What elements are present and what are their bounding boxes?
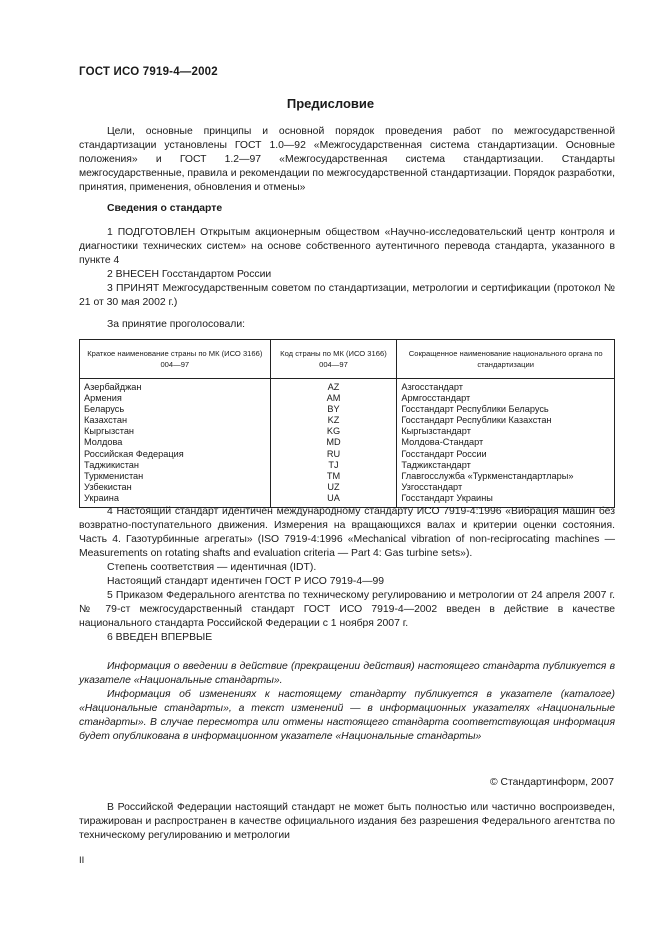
cell-national-body: Госстандарт России xyxy=(397,449,615,460)
cell-national-body: Кыргызстандарт xyxy=(397,426,615,437)
note-2: Информация об изменениях к настоящему стандарту публикуется в указателе (каталоге) «Национальные стандарты», а текст изменений — в информационных указателях «Национальные стандарты». В случае пересмотра или отмены настоящего стандарта соответствующая информация будет опубликована в информационном указателе «Национальные стандарты» xyxy=(79,689,615,742)
table-row xyxy=(80,437,615,448)
page-title: Предисловие xyxy=(286,96,375,111)
countries-table xyxy=(79,339,615,508)
item-2: 2 ВНЕСЕН Госстандартом России xyxy=(107,269,272,280)
header-country-name: Краткое наименование страны по МК (ИСО 3166) 004—97 xyxy=(80,340,271,379)
cell-national-body: Госстандарт Украины xyxy=(397,493,615,508)
cell-national-body: Армгосстандарт xyxy=(397,393,615,404)
cell-country: Армения xyxy=(80,393,271,404)
standard-info-block xyxy=(79,226,615,310)
table-row xyxy=(80,471,615,482)
item-5: 5 Приказом Федерального агентства по техническому регулированию и метрологии от 24 апреля 2007 г. № 79-ст межгосударственный стандарт ГОСТ ИСО 7919-4—2002 введен в действие в качестве национального стандарта Российской Федерации с 1 ноября 2007 г. xyxy=(79,590,615,629)
intro-paragraph xyxy=(79,125,615,195)
cell-code: UZ xyxy=(270,482,397,493)
cell-code: MD xyxy=(270,437,397,448)
cell-code: UA xyxy=(270,493,397,508)
cell-country: Беларусь xyxy=(80,404,271,415)
table-row xyxy=(80,426,615,437)
cell-national-body: Госстандарт Республики Беларусь xyxy=(397,404,615,415)
cell-country: Украина xyxy=(80,493,271,508)
cell-country: Узбекистан xyxy=(80,482,271,493)
item-4-identical: Настоящий стандарт идентичен ГОСТ Р ИСО 7919-4—99 xyxy=(107,576,385,587)
cell-code: TM xyxy=(270,471,397,482)
voted-label: За принятие проголосовали: xyxy=(107,319,246,330)
cell-country: Таджикистан xyxy=(80,460,271,471)
table-row xyxy=(80,379,615,394)
cell-code: RU xyxy=(270,449,397,460)
cell-country: Азербайджан xyxy=(80,379,271,394)
item-4: 4 Настоящий стандарт идентичен международному стандарту ИСО 7919-4:1996 «Вибрация машин без возвратно-поступательного движения. Измерения на вращающихся валах и критерии оценки состояния. Часть 4. Газотурбинные агрегаты» (ISO 7919-4:1996 «Mechanical vibration of non-reciprocating machines — Measurements on rotating shafts and evaluation criteria — Part 4: Gas turbine sets»). xyxy=(79,506,615,559)
cell-national-body: Азгосстандарт xyxy=(397,379,615,394)
cell-code: TJ xyxy=(270,460,397,471)
cell-national-body: Узгосстандарт xyxy=(397,482,615,493)
cell-code: AZ xyxy=(270,379,397,394)
table-row xyxy=(80,415,615,426)
note-1: Информация о введении в действие (прекращении действия) настоящего стандарта публикуется в указателе «Национальные стандарты». xyxy=(79,661,615,686)
cell-national-body: Главгосслужба «Туркменстандартлары» xyxy=(397,471,615,482)
notes-block xyxy=(79,660,615,744)
footer-text: В Российской Федерации настоящий стандарт не может быть полностью или частично воспроизведен, тиражирован и распространен в качестве официального издания без разрешения Федерального агентства по техническому регулированию и метрологии xyxy=(79,802,615,841)
item-3: 3 ПРИНЯТ Межгосударственным советом по стандартизации, метрологии и сертификации (протокол № 21 от 30 мая 2002 г.) xyxy=(79,283,615,308)
copyright: © Стандартинформ, 2007 xyxy=(489,777,614,788)
cell-national-body: Таджикстандарт xyxy=(397,460,615,471)
table-header-row xyxy=(80,340,615,379)
cell-code: AM xyxy=(270,393,397,404)
header-country-code: Код страны по МК (ИСО 3166) 004—97 xyxy=(270,340,397,379)
item-6: 6 ВВЕДЕН ВПЕРВЫЕ xyxy=(107,632,213,643)
cell-code: KZ xyxy=(270,415,397,426)
header-national-body: Сокращенное наименование национального органа по стандартизации xyxy=(397,340,615,379)
cell-code: KG xyxy=(270,426,397,437)
section-title: Сведения о стандарте xyxy=(107,203,223,214)
cell-country: Российская Федерация xyxy=(80,449,271,460)
table-row xyxy=(80,404,615,415)
cell-national-body: Молдова-Стандарт xyxy=(397,437,615,448)
item-4-degree: Степень соответствия — идентичная (IDT). xyxy=(107,562,317,573)
standard-info-block-2 xyxy=(79,505,615,645)
cell-national-body: Госстандарт Республики Казахстан xyxy=(397,415,615,426)
cell-country: Кыргызстан xyxy=(80,426,271,437)
intro-text: Цели, основные принципы и основной порядок проведения работ по межгосударственной стандартизации установлены ГОСТ 1.0—92 «Межгосударственная система стандартизации. Основные положения» и ГОСТ 1.2—97 «Межгосударственная система стандартизации. Стандарты межгосударственные, правила и рекомендации по межгосударственной стандартизации. Порядок разработки, принятия, применения, обновления и отмены» xyxy=(79,126,615,193)
document-header: ГОСТ ИСО 7919-4—2002 xyxy=(79,66,218,78)
item-1: 1 ПОДГОТОВЛЕН Открытым акционерным обществом «Научно-исследовательский центр контроля и диагностики технических систем» на основе собственного аутентичного перевода стандарта, указанного в пункте 4 xyxy=(79,227,615,266)
cell-country: Молдова xyxy=(80,437,271,448)
cell-country: Казахстан xyxy=(80,415,271,426)
voted-label-block xyxy=(79,318,615,332)
table-row xyxy=(80,449,615,460)
footer-block xyxy=(79,801,615,843)
table-row xyxy=(80,482,615,493)
cell-country: Туркменистан xyxy=(80,471,271,482)
cell-code: BY xyxy=(270,404,397,415)
table-row xyxy=(80,393,615,404)
page-number: II xyxy=(79,855,85,866)
table-row xyxy=(80,460,615,471)
